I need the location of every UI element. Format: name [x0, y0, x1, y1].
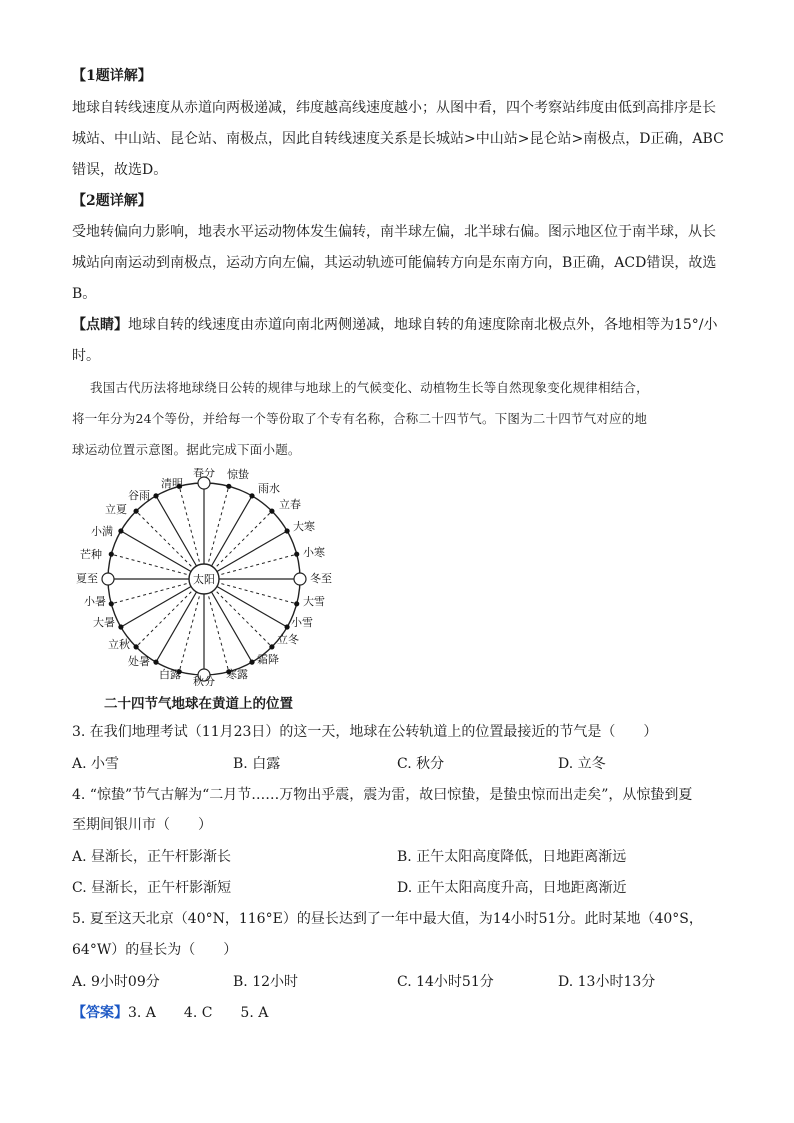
- q5-option-d: D. 13小时13分: [558, 974, 656, 990]
- label-lixia: 立夏: [105, 503, 127, 516]
- q5-stem-1: 5. 夏至这天北京（40°N，116°E）的昼长达到了一年中最大值，为14小时51分。此时某地（40°S，: [72, 911, 703, 927]
- label-qiufen: 秋分: [193, 675, 215, 686]
- q4-option-c: C. 昼渐长，正午杆影渐短: [72, 880, 232, 896]
- section1-line-2: 城站、中山站、昆仑站、南极点，因此自转线速度关系是长城站>中山站>昆仑站>南极点，D正确，ABC: [72, 131, 724, 147]
- earth-xiazhi: [102, 573, 114, 585]
- sun-label: 太阳: [193, 573, 215, 586]
- label-chushu: 处暑: [128, 655, 150, 668]
- label-xiaoshu: 小暑: [84, 595, 106, 608]
- dot-lidong: [269, 644, 274, 649]
- label-yushui: 雨水: [258, 482, 280, 495]
- dot-yushui: [249, 493, 254, 498]
- label-mangzhong: 芒种: [80, 548, 102, 561]
- q3-option-c: C. 秋分: [397, 756, 445, 772]
- q3-option-d: D. 立冬: [558, 756, 606, 772]
- dot-guyu: [153, 493, 158, 498]
- intro-line-2: 将一年分为24个等份，并给每一个等份取了个专有名称，合称二十四节气。下图为二十四节气对应的地: [72, 411, 648, 426]
- q5-option-a: A. 9小时09分: [72, 974, 160, 990]
- label-xiaohan: 小寒: [303, 546, 325, 559]
- label-dashu: 大暑: [93, 616, 115, 629]
- dot-xiaoshu: [109, 601, 114, 606]
- dot-dahan: [285, 528, 290, 533]
- label-dahan: 大寒: [293, 520, 315, 533]
- note-text: 地球自转的线速度由赤道向南北两侧递减，地球自转的角速度除南北极点外，各地相等为15°/小: [128, 317, 718, 333]
- dot-xiaohan: [294, 552, 299, 557]
- label-lichun: 立春: [279, 498, 301, 511]
- label-daxue: 大雪: [303, 595, 325, 608]
- q4-option-d: D. 正午太阳高度升高，日地距离渐近: [397, 880, 627, 896]
- dot-xiaoman: [118, 528, 123, 533]
- dot-liqiu: [134, 644, 139, 649]
- label-dongzhi: 冬至: [310, 572, 332, 585]
- label-liqiu: 立秋: [108, 638, 130, 651]
- dot-lixia: [134, 509, 139, 514]
- dot-daxue: [294, 601, 299, 606]
- label-xiazhi: 夏至: [76, 572, 98, 585]
- section1-line-3: 错误，故选D。: [72, 162, 168, 178]
- answer-line: [72, 1003, 732, 1023]
- q4-option-b: B. 正午太阳高度降低，日地距离渐远: [397, 849, 627, 865]
- q5-option-b: B. 12小时: [233, 974, 299, 990]
- label-bailu: 白露: [159, 668, 181, 681]
- answer-text: 3. A 4. C 5. A: [128, 1005, 269, 1021]
- section2-heading: 【2题详解】: [72, 193, 152, 209]
- label-lidong: 立冬: [277, 633, 299, 646]
- section2-line-3: B。: [72, 286, 97, 302]
- section1-heading: 【1题详解】: [72, 68, 152, 84]
- q5-option-c: C. 14小时51分: [397, 974, 494, 990]
- note-line-1: [72, 315, 732, 335]
- dot-mangzhong: [109, 552, 114, 557]
- label-hanlu: 寒露: [226, 668, 248, 681]
- q3-stem: 3. 在我们地理考试（11月23日）的这一天，地球在公转轨道上的位置最接近的节气是（ ）: [72, 724, 658, 740]
- section1-line-1: 地球自转线速度从赤道向两极递减，纬度越高线速度越小；从图中看，四个考察站纬度由低到高排序是长: [72, 100, 716, 116]
- solar-terms-diagram: [60, 468, 360, 686]
- q5-stem-2: 64°W）的昼长为（ ）: [72, 942, 238, 958]
- section2-line-1: 受地转偏向力影响，地表水平运动物体发生偏转，南半球左偏，北半球右偏。图示地区位于南半球，从长: [72, 224, 716, 240]
- diagram-caption: 二十四节气地球在黄道上的位置: [104, 696, 293, 712]
- q4-option-a: A. 昼渐长，正午杆影渐长: [72, 849, 232, 865]
- label-shuangjiang: 霜降: [257, 653, 279, 666]
- label-xiaoman: 小满: [91, 525, 113, 538]
- solar-terms-svg: [60, 468, 360, 686]
- dot-lichun: [269, 509, 274, 514]
- section2-line-2: 城站向南运动到南极点，运动方向左偏，其运动轨迹可能偏转方向是东南方向，B正确，ACD错误，故选: [72, 255, 717, 271]
- label-jingzhe: 惊蛰: [227, 468, 249, 481]
- dot-jingzhe: [226, 484, 231, 489]
- label-xiaoxue: 小雪: [291, 616, 313, 629]
- dot-xiaoxue: [285, 624, 290, 629]
- q3-option-a: A. 小雪: [72, 756, 120, 772]
- q3-option-b: B. 白露: [233, 756, 281, 772]
- answer-label: 【答案】: [72, 1005, 128, 1021]
- q4-stem-1: 4. “惊蛰”节气古解为“二月节……万物出乎震，震为雷，故曰惊蛰，是蛰虫惊而出走矣”，从惊蛰到夏: [72, 787, 693, 803]
- dot-shuangjiang: [249, 660, 254, 665]
- intro-line-1: 我国古代历法将地球绕日公转的规律与地球上的气候变化、动植物生长等自然现象变化规律相结合，: [90, 380, 649, 395]
- intro-line-3: 球运动位置示意图。据此完成下面小题。: [72, 442, 301, 457]
- dot-dashu: [118, 624, 123, 629]
- label-chunfen: 春分: [193, 468, 215, 479]
- label-guyu: 谷雨: [128, 489, 150, 502]
- earth-dongzhi: [294, 573, 306, 585]
- note-line-2: 时。: [72, 348, 100, 364]
- note-label: 【点睛】: [72, 317, 128, 333]
- q4-stem-2: 至期间银川市（ ）: [72, 817, 212, 833]
- dot-chushu: [153, 660, 158, 665]
- label-qingming: 清明: [161, 477, 183, 490]
